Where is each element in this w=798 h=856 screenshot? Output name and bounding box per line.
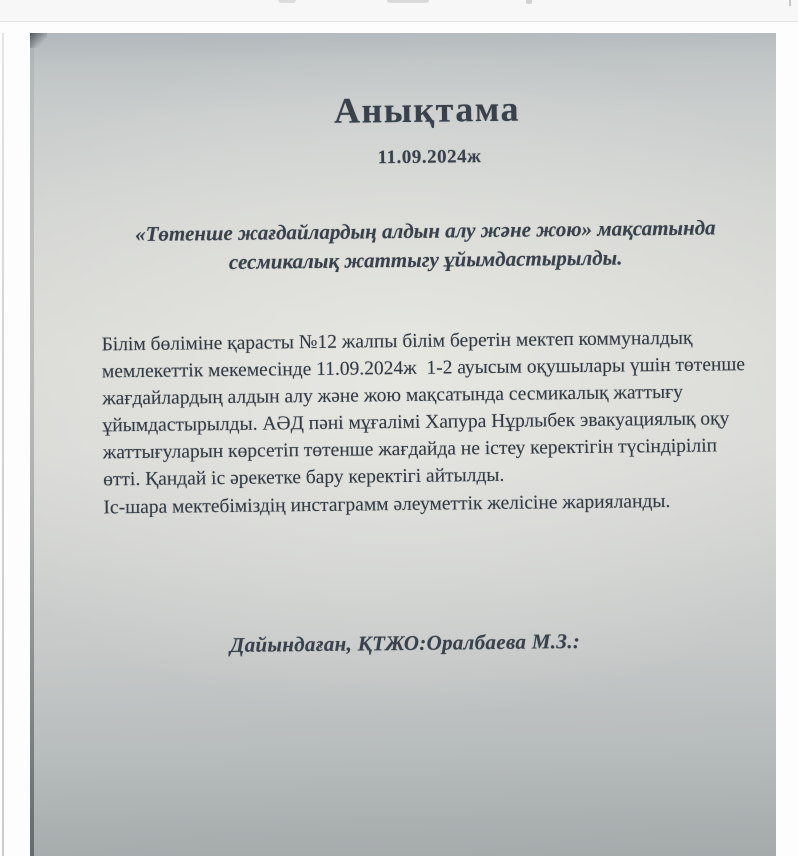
doc-body-line: жаттығуларын көрсетіп төтенше жағдайда не істеу керектігін түсіндіріліп (102, 435, 718, 464)
doc-heading-line: «Төтенше жағдайлардың алдын алу және жою» мақсатында (134, 215, 716, 247)
toolbar-button-remnant-icon (387, 0, 429, 3)
doc-date: 11.09.2024ж (377, 146, 482, 169)
doc-heading-line: сесмикалық жаттыгу ұйымдастырылды. (228, 245, 623, 274)
doc-body-line: Білім бөліміне қарасты №12 жалпы білім беретін мектеп коммуналдық (101, 327, 693, 356)
toolbar-button-remnant-icon (526, 0, 532, 4)
doc-signature: Дайындаған, ҚТЖО:Оралбаева М.З.: (229, 629, 581, 657)
toolbar-remnant (0, 0, 798, 22)
doc-social-line: Іс-шара мектебіміздің инстаграмм әлеуметтік желісіне жарияланды. (103, 490, 671, 519)
doc-heading (30, 213, 774, 279)
document-sheet (30, 33, 776, 856)
document-photo (30, 33, 776, 856)
doc-body-line: өтті. Қандай іс әрекетке бару керектігі айтылды. (103, 464, 505, 491)
window-edge-line (2, 33, 4, 856)
toolbar-button-remnant-icon (278, 0, 296, 3)
scrollbar-remnant (789, 0, 791, 6)
doc-title: Анықтама (333, 88, 521, 131)
doc-body-paragraph (101, 324, 753, 493)
doc-body-line: мемлекеттік мекемесінде 11.09.2024ж 1-2 ауысым оқушылары үшін төтенше (101, 354, 746, 383)
doc-body-line: жағдайлардың алдын алу және жою мақсатында сесмикалық жаттығу (102, 381, 684, 410)
doc-body-line: ұйымдастырылды. АӘД пәні мұғалімі Хапура Нұрлыбек эвакуациялық оқу (102, 408, 730, 437)
